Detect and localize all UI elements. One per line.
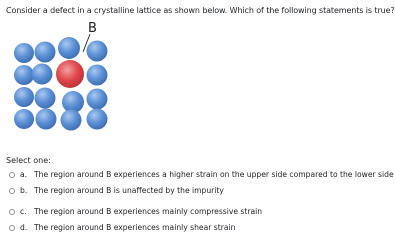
lattice-atom xyxy=(14,109,34,129)
option-text: The region around B is unaffected by the impurity xyxy=(34,186,224,195)
option-text: The region around B experiences mainly shear strain xyxy=(34,223,236,232)
lattice-atom xyxy=(35,88,56,109)
option-d[interactable] xyxy=(9,221,235,234)
lattice-atom xyxy=(32,64,53,85)
option-letter: c. xyxy=(20,207,27,216)
option-letter: b. xyxy=(20,186,28,195)
impurity-atom xyxy=(56,60,84,88)
lattice-atom xyxy=(14,65,34,85)
lattice-atom xyxy=(35,42,56,63)
lattice-atom xyxy=(14,43,34,63)
question-text: Consider a defect in a crystalline lattice as shown below. Which of the following statements is true? xyxy=(6,6,395,15)
lattice-diagram xyxy=(14,20,114,130)
lattice-atom xyxy=(61,110,82,131)
option-c[interactable] xyxy=(9,205,262,218)
option-a[interactable] xyxy=(9,168,394,181)
lattice-atom xyxy=(58,37,80,59)
lattice-atom xyxy=(87,41,108,62)
lattice-figure xyxy=(14,20,114,130)
lattice-atom xyxy=(87,109,108,130)
lattice-atom xyxy=(14,87,34,107)
radio-button[interactable] xyxy=(9,172,15,178)
option-letter: a. xyxy=(20,170,28,179)
option-letter: d. xyxy=(20,223,28,232)
select-one-label: Select one: xyxy=(6,156,51,165)
impurity-label: B xyxy=(88,21,97,36)
radio-button[interactable] xyxy=(9,209,15,215)
option-text: The region around B experiences a higher strain on the upper side compared to the lower side xyxy=(34,170,394,179)
option-text: The region around B experiences mainly compressive strain xyxy=(34,207,263,216)
radio-button[interactable] xyxy=(9,188,15,194)
lattice-atom xyxy=(87,89,108,110)
option-b[interactable] xyxy=(9,184,224,197)
radio-button[interactable] xyxy=(9,225,15,231)
lattice-atom xyxy=(87,65,108,86)
lattice-atom xyxy=(36,109,57,130)
